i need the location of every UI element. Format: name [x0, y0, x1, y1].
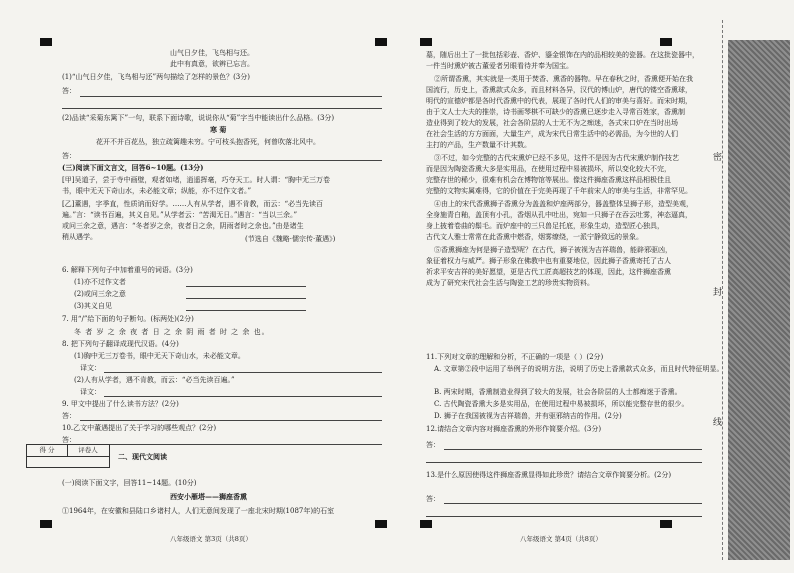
answer-line[interactable]	[104, 372, 382, 373]
section-heading: 二、现代文阅读	[118, 452, 167, 461]
scanned-margin-strip	[728, 40, 790, 560]
passage-line: 成为了研究宋代社会生活与陶瓷工艺的珍贵实物资料。	[426, 279, 594, 287]
passage-line: 完整的文物实属难得，它的价值在于完美再现了千年前宋人的审美与生活，非常罕见。	[426, 187, 692, 195]
passage-line: [乙]董遇，字季直，性质讷而好学。……人有从学者，遇不肯教，而云：“必当先读百	[62, 200, 324, 208]
answer-label: 答：	[426, 495, 440, 503]
answer-label: 答：	[62, 436, 76, 444]
question-text: (2)品读“采菊东篱下”一句，联系下面诗歌，说说你从“菊”字当中能读出什么品格。(3分)	[62, 114, 335, 122]
sub-question: (1)亦不过作文者	[74, 278, 126, 286]
passage-line: 明代的宣德炉都是各时代香熏中的代表，展现了各时代人们的审美与喜好。而宋时期，	[426, 97, 692, 105]
choice-option[interactable]: A. 文章第②段中运用了举例子的说明方法，说明了历史上香熏款式众多，而且时代特征明显。	[434, 365, 724, 373]
passage-line: 主打的产品，生产数量不计其数。	[426, 141, 531, 149]
question-text: 6. 解释下列句子中加着重号的词语。(3分)	[62, 266, 193, 274]
score-box	[26, 444, 110, 468]
choice-option[interactable]: B. 两宋时期，香熏制造业得到了较大的发展，社会各阶层的人士都痴迷于香熏。	[434, 388, 682, 396]
passage-line: 而是因为陶瓷香熏大多是实用品，在使用过程中易被损坏，所以变化较大不完，	[426, 165, 671, 173]
passage-line: 书，眼中无天下奇山水，未必能文章；纵能，亦不过作文者。”	[62, 187, 252, 195]
answer-line[interactable]	[186, 310, 306, 311]
question-text: 8. 把下列句子翻译成现代汉语。(4分)	[62, 340, 179, 348]
punctuation-sentence: 冬 者 岁 之 余 夜 者 日 之 余 阴 雨 者 时 之 余 也。	[74, 328, 270, 336]
passage-line: ④由上的宋代香熏狮子香熏分为盖盖和炉座两部分，器盖整体呈狮子形，造型美观，	[434, 200, 693, 208]
answer-label: 答：	[62, 412, 76, 420]
passage-line: 遍。”言：“读书百遍，其义自见。”从学者云：“苦渴无日。”遇言：“当以三余。”	[62, 211, 298, 219]
answer-line[interactable]	[80, 420, 382, 421]
question-text: 11.下列对文章的理解和分析，不正确的一项是（ ）(2分)	[426, 353, 604, 361]
answer-line[interactable]	[444, 449, 702, 450]
section-heading: (一)阅读下面文字，回答11~14题。(10分)	[62, 479, 197, 487]
poem-line: 山气日夕佳，飞鸟相与还。	[170, 49, 254, 57]
passage-line: 墓，随后出土了一批包括彩壶、香炉、鎏金银饰在内的品相较美的瓷器。在这批瓷器中，	[426, 51, 699, 59]
translation-label: 译文：	[80, 364, 101, 372]
passage-line: ③不过，如今完整的古代宋熏炉已经不多见，这件不是因为古代宋熏炉制作技艺	[434, 154, 679, 162]
passage-line: ②所谓香熏，其实就是一类用于焚香、熏香的器物。早在春秋之时，香熏便开始在我	[434, 75, 693, 83]
choice-option[interactable]: D. 狮子在我国被视为吉祥瑞兽，并有驱邪纳吉的作用。(2分)	[434, 412, 622, 420]
sub-question: (3)其义自见	[74, 302, 112, 310]
seal-char: 密	[713, 153, 723, 163]
passage-line: 一件当时熏炉被古董爱者另眼看待并奉为国宝。	[426, 62, 573, 70]
passage-line: 古代文人雅士常常在此香熏中燃香，烟雾缭绕，一派宁静致远的景象。	[426, 233, 643, 241]
question-text: 10.乙文中董遇提出了关于学习的哪些观点？(2分)	[62, 424, 217, 432]
passage-line: 造业得到了较大的发展，社会各阶层的人士无不为之痴迷，各式宋口炉在当时出场	[426, 119, 678, 127]
passage-line: 象征着权力与威严。狮子形象在佛教中也有重要地位，因此狮子香熏寄托了古人	[426, 257, 671, 265]
seal-char: 封	[713, 288, 723, 298]
answer-line[interactable]	[80, 96, 382, 97]
score-box-label: 得 分	[27, 445, 68, 456]
choice-option[interactable]: C. 古代陶瓷香熏大多是实用品，在使用过程中易被损坏，所以能完整存世的很少。	[434, 400, 689, 408]
answer-label: 答：	[62, 152, 76, 160]
passage-line: 全身施青白釉，盖顶有小孔，香烟从孔中吐出，宛如一只狮子在吞云吐雾，神态逼真，	[426, 211, 692, 219]
seal-line	[722, 20, 723, 560]
answer-line[interactable]	[62, 108, 382, 109]
answer-line[interactable]	[426, 462, 702, 463]
page-footer: 八年级语文 第3页（共8页）	[170, 535, 252, 543]
score-box-label: 评卷人	[78, 446, 98, 454]
score-box-divider	[27, 456, 109, 457]
answer-line[interactable]	[186, 286, 306, 287]
passage-line: 祈求平安吉祥的美好愿望，更是古代工匠高超技艺的体现，因此，这件狮座香熏	[426, 268, 671, 276]
answer-line[interactable]	[186, 298, 306, 299]
answer-label: 答：	[62, 87, 76, 95]
answer-line[interactable]	[426, 516, 702, 517]
answer-line[interactable]	[444, 503, 702, 504]
passage-line: ①1964年，在安徽和县陆口乡诸村人，人们无意间发现了一座北宋时期(1087年)的石室	[62, 507, 335, 515]
poem-line: 花开不并百花丛，独立疏篱趣未穷。宁可枝头抱香死，何曾吹落北风中。	[96, 138, 320, 146]
sub-question: (2)或问三余之意	[74, 290, 126, 298]
question-text: 7. 用“/”给下面的句子断句。(标两处)(2分)	[62, 315, 194, 323]
page-footer: 八年级语文 第4页（共8页）	[520, 535, 602, 543]
passage-line: 国流行，历史上，香熏款式众多，而且材料各异，汉代的博山炉，唐代的镂空香熏球，	[426, 86, 692, 94]
poem-title: 寒 菊	[210, 125, 227, 134]
passage-line: [甲]吴道子，尝于寺中画壁，观者如堵，逍遥挥毫，巧夺天工。时人谓：“胸中无三万卷	[62, 176, 331, 184]
seal-char: 线	[713, 418, 723, 428]
passage-line: 身上披着卷曲的鬃毛。而炉座中的三只兽足托底，形象生动，造型匠心独具，	[426, 222, 664, 230]
section-heading: (三)阅读下面文言文，回答6~10题。(13分)	[62, 163, 204, 172]
passage-line: 在社会生活的方方面面，大量生产，成为宋代日常生活中的必需品，为今世的人们	[426, 130, 678, 138]
passage-line: 或问三余之意，遇言：“冬者岁之余，夜者日之余，阴雨者时之余也。”由是诸生	[62, 222, 304, 230]
passage-line: 完整存世的稀少，很难有机会在博物馆等展出。像这件狮座香熏这样品相极佳且	[426, 176, 671, 184]
question-text: 9. 甲文中提出了什么读书方法？(2分)	[62, 400, 179, 408]
answer-line[interactable]	[80, 444, 382, 445]
translation-label: 译文：	[80, 388, 101, 396]
sub-question: (1)胸中无三万卷书，眼中无天下奇山水，未必能文章。	[74, 352, 245, 360]
sub-question: (2)人有从学者，遇不肯教，而云：“必当先读百遍。”	[74, 376, 235, 384]
question-text: 12.请结合文章内容对狮座香熏的外形作简要介绍。(3分)	[426, 425, 602, 433]
passage-source: (节选自《魏略·儒宗传·董遇》)	[245, 235, 336, 243]
poem-line: 此中有真意，欲辨已忘言。	[170, 60, 254, 68]
question-text: (1)“山气日夕佳，飞鸟相与还”两句描绘了怎样的景色？(3分)	[62, 73, 250, 81]
question-text: 13.是什么原因使得这件狮座香熏显得如此珍贵？请结合文章作简要分析。(2分)	[426, 471, 672, 479]
answer-line[interactable]	[104, 396, 382, 397]
passage-line: 稍从遇学。	[62, 233, 97, 241]
answer-label: 答：	[426, 441, 440, 449]
answer-line[interactable]	[80, 160, 382, 161]
article-title: 西安小雁塔——狮座香熏	[170, 492, 247, 501]
page-4	[402, 0, 722, 573]
passage-line: 由于文人士大夫的推崇，诗书画琴棋不可缺少的香熏已逐步走入寻常百姓家，香熏制	[426, 108, 685, 116]
passage-line: ⑤香熏狮座为何是狮子造型呢？在古代，狮子被视为吉祥瑞兽，能辟邪驱凶，	[434, 246, 672, 254]
